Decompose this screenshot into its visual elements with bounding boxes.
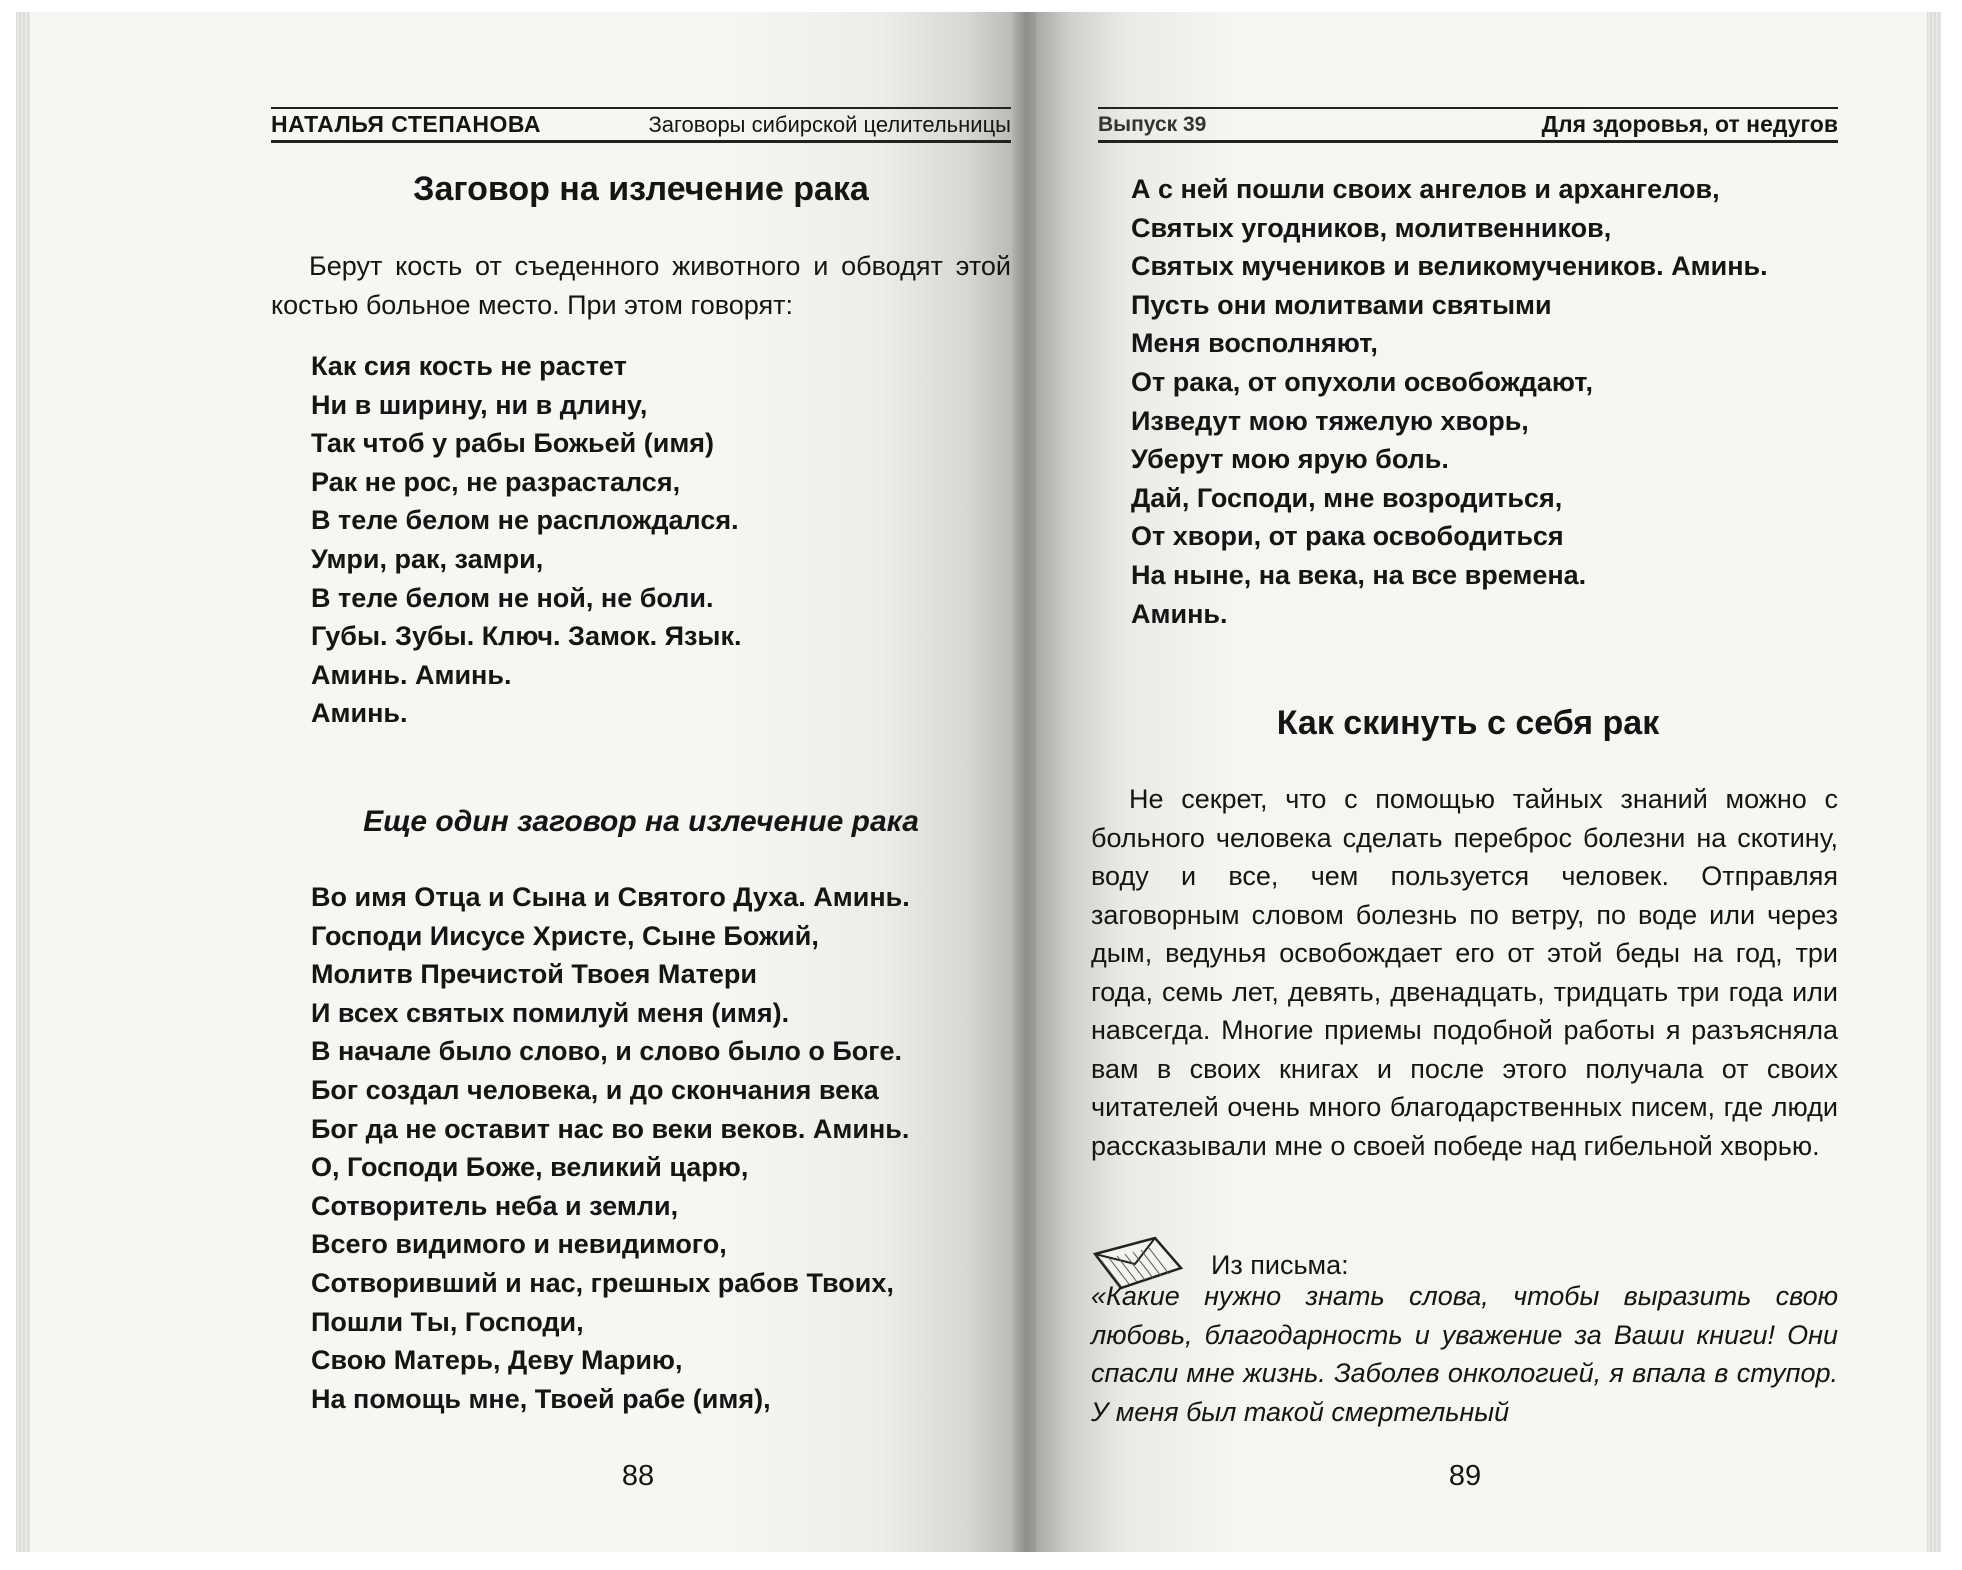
- section2-verse-line: Молитв Пречистой Твоея Матери: [311, 959, 758, 990]
- continued-verse-line: Святых угодников, молитвенников,: [1131, 212, 1612, 243]
- section2-verse-line: Во имя Отца и Сына и Святого Духа. Аминь.: [311, 882, 910, 912]
- continued-verse-line: Уберут мою ярую боль.: [1131, 444, 1449, 475]
- section2-verse-line: В начале было слово, и слово было о Боге.: [311, 1036, 903, 1067]
- section2-verse-line: Бог да не оставит нас во веки веков. Аминь.: [311, 1113, 910, 1144]
- left-running-header: [271, 107, 1011, 143]
- left-page-edges: [16, 12, 30, 1552]
- continued-verse-line: Меня восполняют,: [1131, 328, 1378, 359]
- open-book: [16, 12, 1941, 1552]
- section2-verse-line: Сотворивший и нас, грешных рабов Твоих,: [311, 1267, 894, 1298]
- continued-verse-line: Аминь.: [1131, 598, 1228, 629]
- section2-verse-line: О, Господи Боже, великий царю,: [311, 1152, 749, 1183]
- continued-verse-line: От рака, от опухоли освобождают,: [1131, 366, 1593, 397]
- section1-verse-line: Аминь.: [311, 698, 408, 729]
- section2-title: Еще один заговор на излечение рака: [363, 805, 919, 838]
- continued-verse-line: Дай, Господи, мне возродиться,: [1131, 482, 1563, 513]
- continued-verse-line: От хвори, от рака освободиться: [1131, 521, 1564, 552]
- section1-intro: [271, 247, 1011, 324]
- section1-verse-line: Умри, рак, замри,: [311, 543, 544, 574]
- section2-verse-line: Бог создал человека, и до скончания века: [311, 1074, 879, 1105]
- section1-verse-line: Аминь. Аминь.: [311, 659, 512, 690]
- continued-verse: [1131, 170, 1851, 633]
- continued-verse-line: Изведут мою тяжелую хворь,: [1131, 405, 1529, 436]
- section1-verse-line: Ни в ширину, ни в длину,: [311, 389, 648, 420]
- section1-verse-line: Губы. Зубы. Ключ. Замок. Язык.: [311, 621, 742, 652]
- letter-label: Из письма:: [1211, 1250, 1349, 1280]
- section1-verse-line: В теле белом не расплождался.: [311, 505, 739, 536]
- section2-verse-line: Пошли Ты, Господи,: [311, 1306, 584, 1337]
- section2-verse-line: Сотворитель неба и земли,: [311, 1190, 679, 1221]
- section1-title: Заговор на излечение рака: [413, 170, 869, 208]
- section3-body: [1091, 780, 1838, 1165]
- right-running-header: [1098, 107, 1838, 143]
- section2-verse-line: Господи Иисусе Христе, Сыне Божий,: [311, 920, 819, 951]
- section1-verse-line: Как сия кость не растет: [311, 351, 627, 381]
- section1-verse-line: В теле белом не ной, не боли.: [311, 582, 714, 613]
- section1-verse-line: Рак не рос, не разрастался,: [311, 466, 681, 497]
- continued-verse-line: Святых мучеников и великомучеников. Аминь.: [1131, 251, 1768, 282]
- right-page: [1036, 12, 1941, 1552]
- page-number-left: 88: [621, 1460, 655, 1492]
- continued-verse-line: А с ней пошли своих ангелов и архангелов,: [1131, 174, 1720, 204]
- section1-verse-line: Так чтоб у рабы Божьей (имя): [311, 428, 715, 459]
- left-page: [16, 12, 1016, 1552]
- section1-intro-text: Берут кость от съеденного животного и обводят этой костью больное место. При этом говорят:: [271, 251, 1011, 320]
- book-title: Заговоры сибирской целительницы: [648, 111, 1011, 137]
- section2-verse-line: И всех святых помилуй меня (имя).: [311, 997, 790, 1028]
- section1-verse: [311, 347, 1011, 733]
- right-page-edges: [1927, 12, 1941, 1552]
- issue-number: Выпуск 39: [1098, 112, 1207, 136]
- section3-paragraph: Не секрет, что с помощью тайных знаний можно с больного человека сделать переброс болезни на скотину, воду и все, чем пользуется человек. Отправляя заговорным словом болезнь по ветру, по воде или через дым, ведунья освобождает его от этой беды на год, три года, семь лет, девять, двенадцать, тридцать три года или навсегда. Многие приемы подобной работы я разъясняла вам в своих книгах и после этого получала от своих читателей очень много благодарственных писем, где люди рассказывали мне о своей победе над гибельной хворью.: [1091, 784, 1838, 1161]
- letter-quote: [1091, 1277, 1838, 1431]
- continued-verse-line: Пусть они молитвами святыми: [1131, 289, 1552, 320]
- section3-title: Как скинуть с себя рак: [1276, 704, 1660, 742]
- author-name: НАТАЛЬЯ СТЕПАНОВА: [271, 111, 541, 137]
- section-name: Для здоровья, от недугов: [1541, 111, 1838, 137]
- section2-verse-line: Свою Матерь, Деву Марию,: [311, 1345, 683, 1376]
- continued-verse-line: На ныне, на века, на все времена.: [1131, 559, 1587, 590]
- page-number-right: 89: [1448, 1460, 1482, 1492]
- section2-verse-line: Всего видимого и невидимого,: [311, 1229, 727, 1260]
- section2-verse-line: На помощь мне, Твоей рабе (имя),: [311, 1383, 771, 1414]
- letter-quote-text: «Какие нужно знать слова, чтобы выразить свою любовь, благодарность и уважение за Ваши книги! Они спасли мне жизнь. Заболев онкологией, я впала в ступор. У меня был такой смертельный: [1091, 1281, 1838, 1427]
- section2-verse: [311, 878, 1011, 1418]
